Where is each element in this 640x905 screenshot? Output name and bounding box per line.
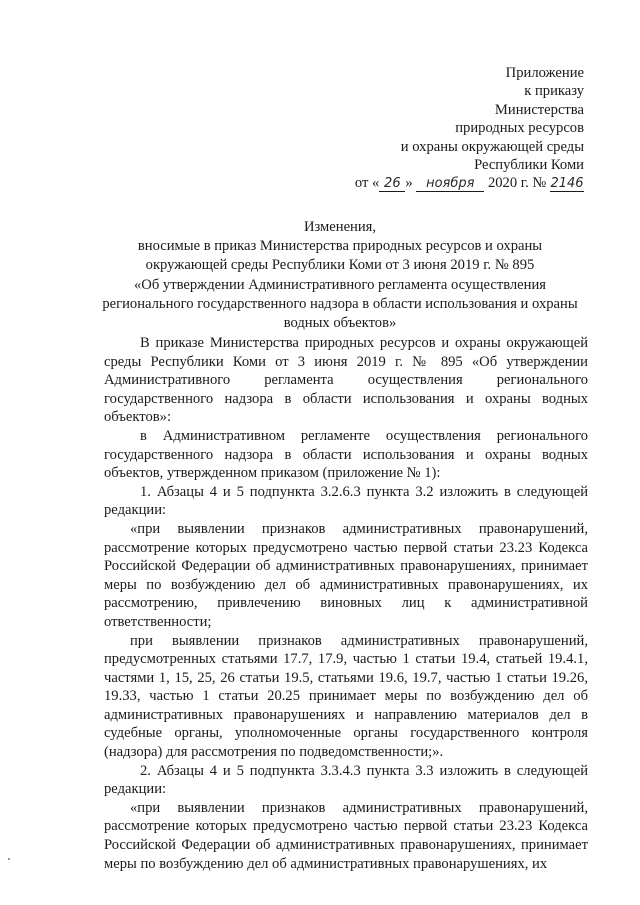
document-title <box>100 218 580 333</box>
title-line: вносимые в приказ Министерства природных ресурсов и охраны <box>137 238 543 255</box>
title-line: водных объектов» <box>283 315 397 332</box>
order-date-line <box>284 174 584 192</box>
title-line: «Об утверждении Административного регламента осуществления <box>134 276 546 293</box>
body-paragraph: 2. Абзацы 4 и 5 подпункта 3.3.4.3 пункта 3.3 изложить в следующей редакции: <box>104 762 588 798</box>
title-line: регионального государственного надзора в области использования и охраны <box>102 295 578 312</box>
date-prefix: от « <box>354 175 380 192</box>
body-paragraph: в Административном регламенте осуществления регионального государственного надзора в области использования и охраны водных объектов, утвержденном приказом (приложение № 1): <box>104 427 588 482</box>
scan-speck <box>8 858 10 860</box>
body-paragraph: В приказе Министерства природных ресурсов и охраны окружающей среды Республики Коми от 3 июня 2019 г. № 895 «Об утверждении Административного регламента осуществления регионального государственного надзора в области использования и охраны водных объектов»: <box>104 335 588 426</box>
header-line: Министерства <box>494 101 584 118</box>
header-line: природных ресурсов <box>455 120 584 137</box>
title-line: Изменения, <box>303 219 377 235</box>
body-paragraph: «при выявлении признаков административных правонарушений, рассмотрение которых предусмотрено частью первой статьи 23.23 Кодекса Российской Федерации об административных правонарушениях, принимает меры по возбуждению дел об административных правонарушениях, их <box>104 799 588 872</box>
header-line: Республики Коми <box>474 157 584 174</box>
order-number-handwritten: 2146 <box>550 176 584 192</box>
body-paragraph: «при выявлении признаков административных правонарушений, рассмотрение которых предусмотрено частью первой статьи 23.23 Кодекса Российской Федерации об административных правонарушениях, принимает меры по возбуждению дел об административных правонарушениях, их рассмотрению, привлечению виновных лиц к административной ответственности; <box>104 520 588 630</box>
date-year: 2020 г. № <box>487 175 547 192</box>
title-line: окружающей среды Республики Коми от 3 июня 2019 г. № 895 <box>145 257 535 274</box>
header-line: Приложение <box>505 65 584 81</box>
body-paragraph: 1. Абзацы 4 и 5 подпункта 3.2.6.3 пункта 3.2 изложить в следующей редакции: <box>104 483 588 519</box>
date-mid: » <box>405 175 413 192</box>
date-day-handwritten: 26 <box>379 177 405 192</box>
appendix-header <box>284 64 584 193</box>
body-paragraph: при выявлении признаков административных правонарушений, предусмотренных статьями 17.7, 17.9, частью 1 статьи 19.4, статьей 19.4.1, частями 1, 15, 25, 26 статьи 19.5, статьями 19.6, 19.7, частью 1 статьи 19.26, 19.33, частью 1 статьи 20.25 принимает меры по возбуждению дел об административных правонарушениях и направлению материалов дел в судебные органы, уполномоченные органы государственного контроля (надзора) для рассмотрения по подведомственности;». <box>104 632 588 761</box>
document-body <box>104 334 588 873</box>
header-line: и охраны окружающей среды <box>400 138 584 155</box>
date-month-handwritten: ноября <box>416 177 484 192</box>
header-line: к приказу <box>524 83 584 100</box>
